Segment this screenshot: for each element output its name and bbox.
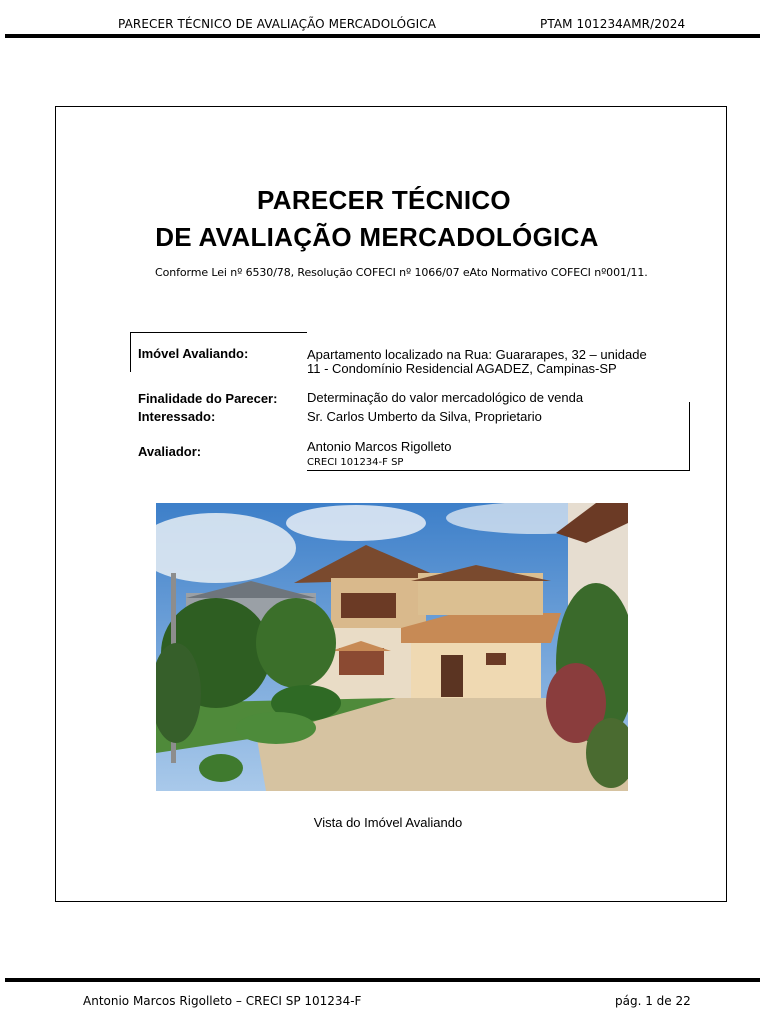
- footer-author: Antonio Marcos Rigolleto – CRECI SP 101234-F: [83, 994, 362, 1008]
- avaliador-name: Antonio Marcos Rigolleto: [307, 439, 452, 454]
- cover-title-line1: PARECER TÉCNICO: [257, 185, 511, 215]
- legal-basis-text: Conforme Lei nº 6530/78, Resolução COFECI nº 1066/07 eAto Normativo COFECI nº001/11.: [155, 266, 648, 279]
- photo-caption: Vista do Imóvel Avaliando: [313, 815, 463, 830]
- fields-bracket-bottom: [307, 470, 690, 471]
- avaliador-label: Avaliador:: [138, 444, 202, 459]
- interessado-value: Sr. Carlos Umberto da Silva, Proprietario: [307, 409, 542, 424]
- property-photo: [156, 503, 628, 791]
- fields-bracket-right: [689, 402, 690, 471]
- running-header-title: PARECER TÉCNICO DE AVALIAÇÃO MERCADOLÓGICA: [118, 17, 437, 31]
- interessado-label: Interessado:: [138, 409, 216, 424]
- finalidade-value: Determinação do valor mercadológico de venda: [307, 390, 584, 405]
- imovel-value-line2: 11 - Condomínio Residencial AGADEZ, Campinas-SP: [307, 361, 617, 376]
- avaliador-creci: CRECI 101234-F SP: [307, 457, 404, 468]
- fields-bracket-top: [130, 332, 307, 333]
- imovel-value-line1: Apartamento localizado na Rua: Guararapes, 32 – unidade: [307, 347, 647, 362]
- cover-title-line2: DE AVALIAÇÃO MERCADOLÓGICA: [155, 222, 599, 252]
- finalidade-label: Finalidade do Parecer:: [138, 391, 278, 406]
- footer-rule: [5, 978, 760, 982]
- header-rule: [5, 34, 760, 38]
- running-header-code: PTAM 101234AMR/2024: [540, 17, 686, 31]
- page-number: pág. 1 de 22: [615, 994, 691, 1008]
- imovel-label: Imóvel Avaliando:: [138, 346, 249, 361]
- fields-bracket-left: [130, 332, 131, 372]
